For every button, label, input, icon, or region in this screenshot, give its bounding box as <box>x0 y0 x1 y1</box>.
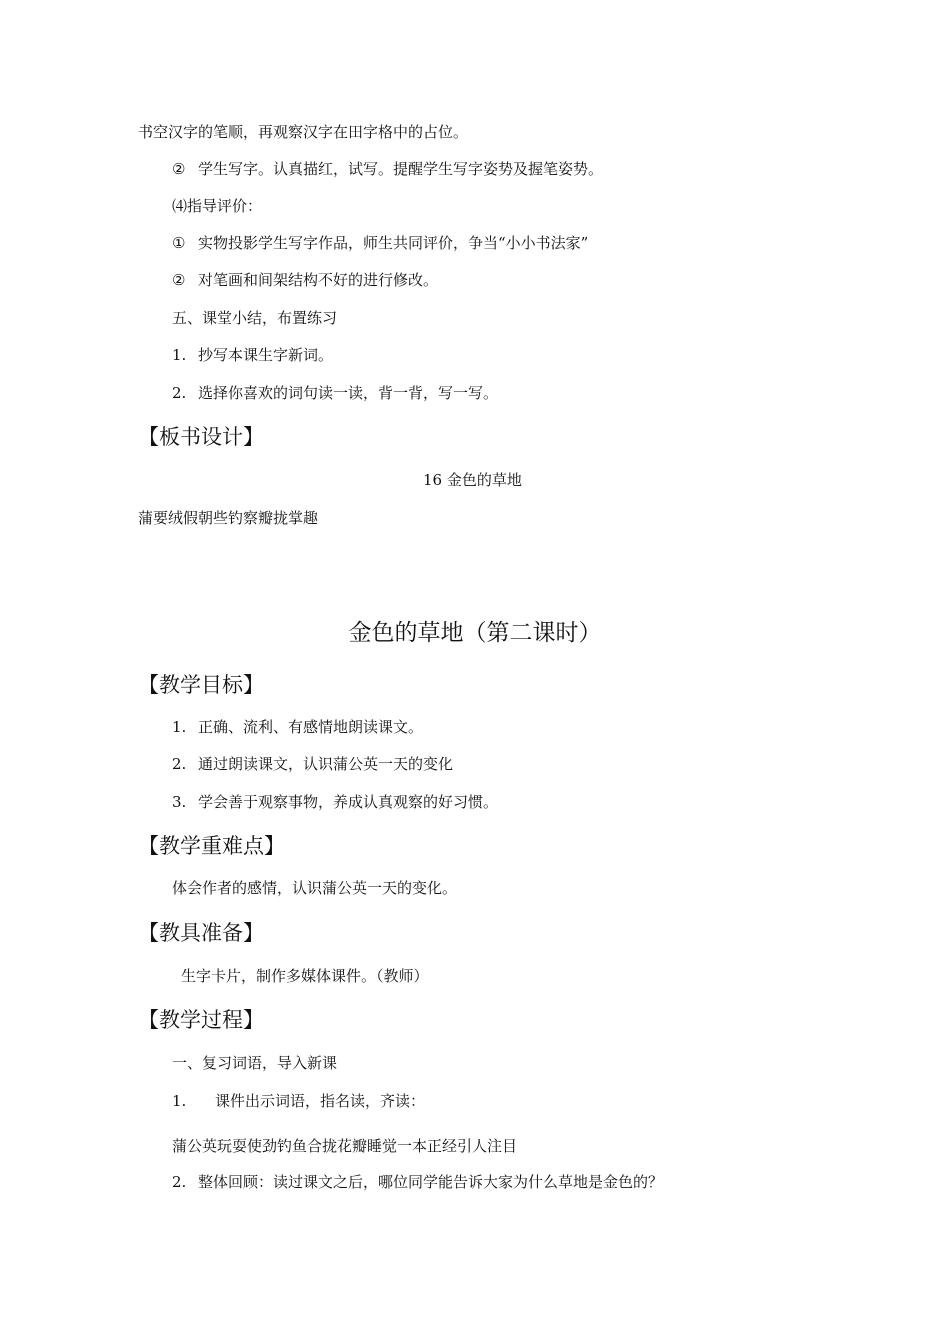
list-item <box>172 270 438 290</box>
list-item-text: 课件出示词语，指名读，齐读： <box>215 1092 426 1110</box>
list-item-text: 对笔画和间架结构不好的进行修改。 <box>198 271 439 289</box>
list-item <box>172 233 588 253</box>
list-marker: ② <box>172 271 186 289</box>
list-marker: 2. <box>172 384 187 402</box>
text-line: 书空汉字的笔顺，再观察汉字在田字格中的占位。 <box>138 123 469 141</box>
list-item-text: 正确、流利、有感情地朗读课文。 <box>198 718 424 736</box>
list-marker: 2. <box>172 1173 187 1191</box>
list-marker: 1. <box>172 718 187 736</box>
section-heading: 【教学过程】 <box>138 1008 264 1032</box>
list-item <box>172 159 603 179</box>
section-heading: 【板书设计】 <box>138 425 264 449</box>
lesson-title: 金色的草地（第二课时） <box>348 620 602 646</box>
list-marker: 1. <box>172 1092 187 1110</box>
list-marker: ② <box>172 160 186 178</box>
list-item <box>172 792 498 812</box>
board-words: 蒲要绒假朝些钓察瓣拢掌趣 <box>138 509 319 527</box>
list-item <box>172 1172 663 1192</box>
list-marker: 2. <box>172 755 187 773</box>
list-item-text: 实物投影学生写字作品，师生共同评价，争当“小小书法家” <box>198 234 589 252</box>
review-words: 蒲公英玩耍使劲钓鱼合拢花瓣睡觉一本正经引人注目 <box>172 1137 518 1155</box>
text-line: 生字卡片，制作多媒体课件。（教师） <box>181 967 429 985</box>
text-line: ⑷指导评价： <box>172 197 263 215</box>
list-item-text: 选择你喜欢的词句读一读，背一背，写一写。 <box>198 384 499 402</box>
board-title: 16 金色的草地 <box>423 471 522 489</box>
list-marker: 1. <box>172 346 187 364</box>
list-marker: ① <box>172 234 186 252</box>
list-item-text: 通过朗读课文，认识蒲公英一天的变化 <box>198 755 454 773</box>
list-item <box>172 383 498 403</box>
text-line: 五、课堂小结，布置练习 <box>172 309 338 327</box>
list-item-text: 整体回顾：读过课文之后，哪位同学能告诉大家为什么草地是金色的？ <box>198 1173 664 1191</box>
list-item-text: 学会善于观察事物，养成认真观察的好习惯。 <box>198 793 499 811</box>
list-item <box>172 717 423 737</box>
list-item <box>172 345 333 365</box>
section-heading: 【教学目标】 <box>138 673 264 697</box>
section-heading: 【教具准备】 <box>138 921 264 945</box>
list-item-text: 学生写字。认真描红，试写。提醒学生写字姿势及握笔姿势。 <box>198 160 604 178</box>
list-item-text: 抄写本课生字新词。 <box>198 346 334 364</box>
list-marker: 3. <box>172 793 187 811</box>
list-item <box>172 754 453 774</box>
text-line: 一、复习词语，导入新课 <box>172 1054 338 1072</box>
list-item <box>172 1091 425 1111</box>
section-heading: 【教学重难点】 <box>138 834 285 858</box>
text-line: 体会作者的感情，认识蒲公英一天的变化。 <box>172 879 458 897</box>
